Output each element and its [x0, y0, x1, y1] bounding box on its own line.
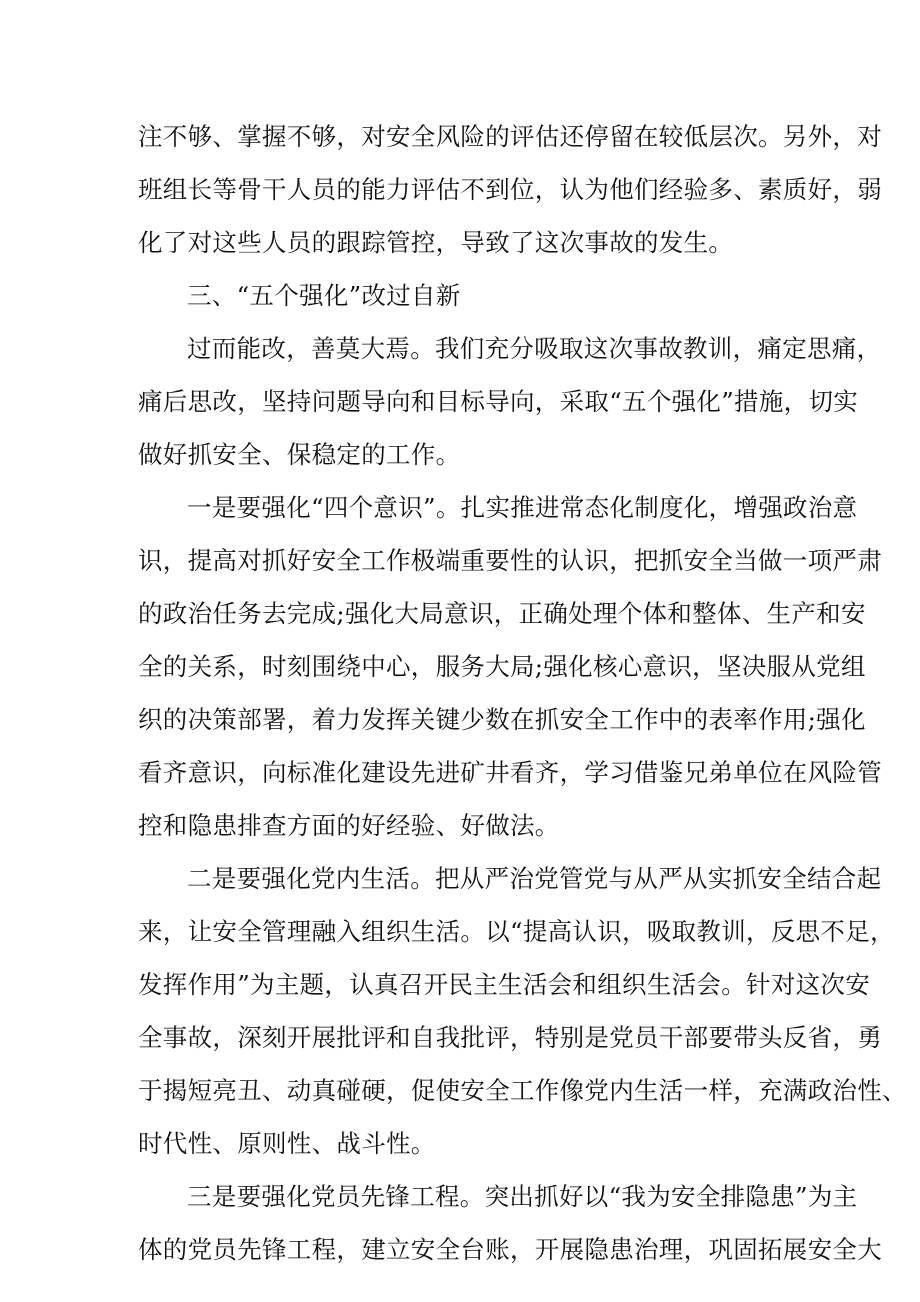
paragraph-line: 班组长等骨干人员的能力评估不到位，认为他们经验多、素质好，弱: [138, 175, 882, 204]
paragraph-line: 时代性、原则性、战斗性。: [138, 1129, 436, 1158]
paragraph-line: 看齐意识，向标准化建设先进矿井看齐，学习借鉴兄弟单位在风险管: [138, 758, 882, 787]
paragraph-line: 一是要强化“四个意识”。扎实推进常态化制度化，增强政治意: [187, 493, 858, 522]
paragraph-line: 三是要强化党员先锋工程。突出抓好以“我为安全排隐患”为主: [187, 1182, 858, 1211]
section-heading: 三、“五个强化”改过自新: [187, 281, 461, 310]
paragraph-line: 的政治任务去完成;强化大局意识，正确处理个体和整体、生产和安: [138, 599, 866, 628]
paragraph-line: 注不够、掌握不够，对安全风险的评估还停留在较低层次。另外，对: [138, 122, 882, 151]
paragraph-line: 痛后思改，坚持问题导向和目标导向，采取“五个强化”措施，切实: [138, 387, 859, 416]
paragraph-line: 发挥作用”为主题，认真召开民主生活会和组织生活会。针对这次安: [138, 970, 871, 999]
paragraph-line: 过而能改，善莫大焉。我们充分吸取这次事故教训，痛定思痛，: [187, 334, 882, 363]
paragraph-line: 全的关系，时刻围绕中心，服务大局;强化核心意识，坚决服从党组: [138, 652, 866, 681]
paragraph-line: 二是要强化党内生活。把从严治党管党与从严从实抓安全结合起: [187, 864, 882, 893]
paragraph-line: 做好抓安全、保稳定的工作。: [138, 440, 461, 469]
document-body: [138, 110, 907, 1276]
paragraph-line: 识，提高对抓好安全工作极端重要性的认识，把抓安全当做一项严肃: [138, 546, 882, 575]
paragraph-line: 化了对这些人员的跟踪管控，导致了这次事故的发生。: [138, 228, 734, 257]
paragraph-line: 于揭短亮丑、动真碰硬，促使安全工作像党内生活一样，充满政治性、: [138, 1076, 907, 1105]
paragraph-line: 织的决策部署，着力发挥关键少数在抓安全工作中的表率作用;强化: [138, 705, 866, 734]
paragraph-line: 控和隐患排查方面的好经验、好做法。: [138, 811, 560, 840]
paragraph-line: 来，让安全管理融入组织生活。以“提高认识，吸取教训，反思不足，: [138, 917, 895, 946]
paragraph-line: 体的党员先锋工程，建立安全台账，开展隐患治理，巩固拓展安全大: [138, 1235, 882, 1264]
paragraph-line: 全事故，深刻开展批评和自我批评，特别是党员干部要带头反省，勇: [138, 1023, 882, 1052]
